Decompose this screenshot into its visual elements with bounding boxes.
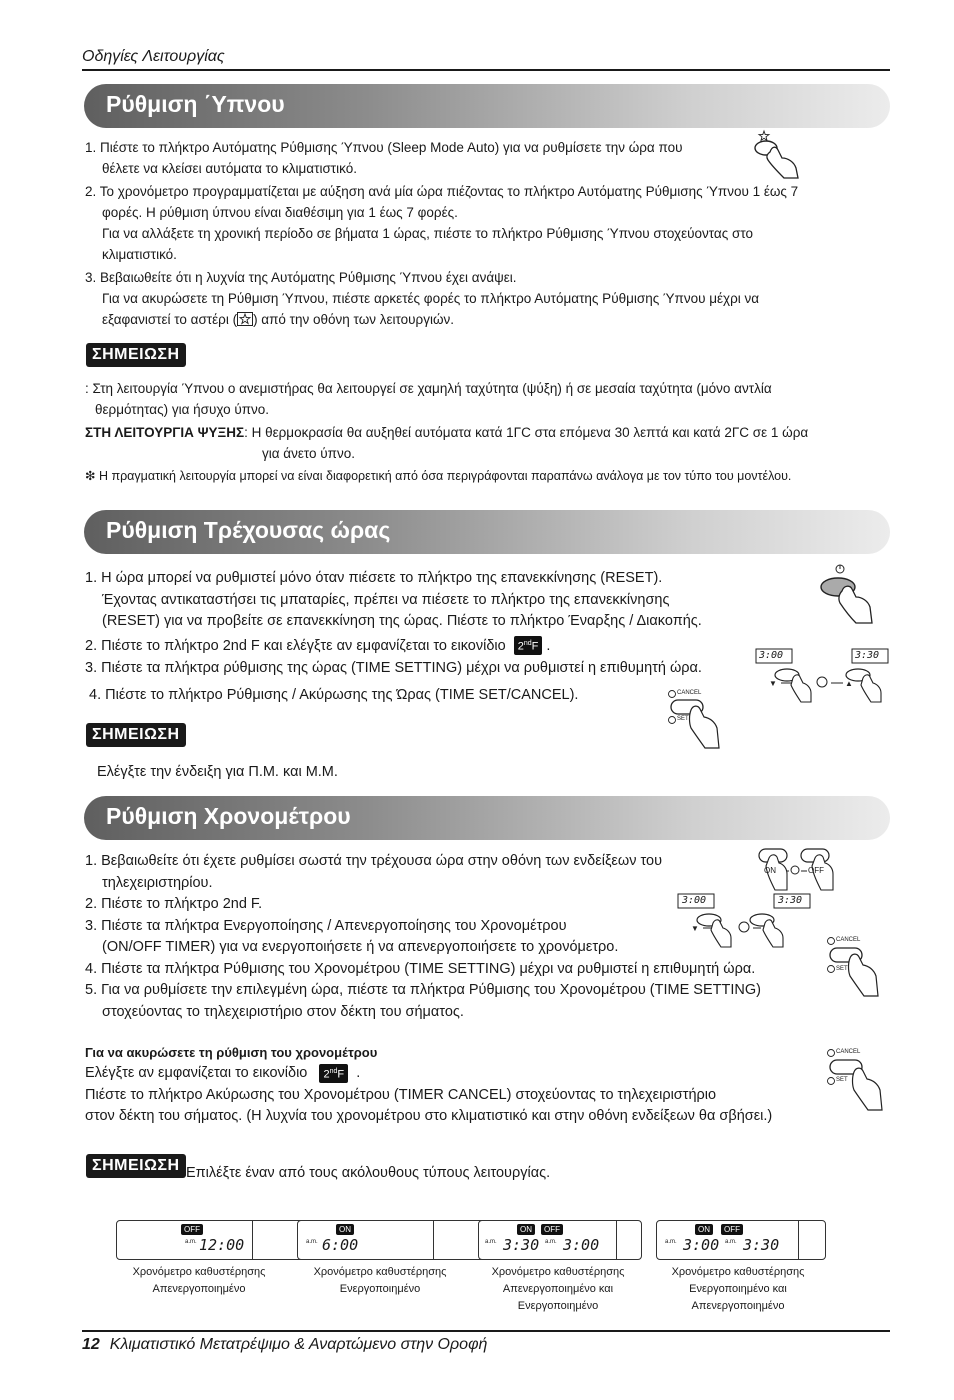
am-label: a.m.: [485, 1239, 497, 1245]
lcd-time-1: 3:00: [683, 1236, 720, 1254]
sleep-step-3-line3b: ) από την οθόνη των λειτουργιών.: [253, 312, 455, 327]
on-tag: ON: [517, 1224, 535, 1235]
model-disclaimer: ❇ Η πραγματική λειτουργία μπορεί να είναι διαφορετική από όσα περιγράφονται παραπάνω ανάλογα με τον τύπο του μοντέλου.: [85, 469, 792, 483]
running-header: Οδηγίες Λειτουργίας: [82, 48, 225, 65]
sleep-step-3-line2: Για να ακυρώσετε τη Ρύθμιση Ύπνου, πιέστε αρκετές φορές το πλήκτρο Αυτόματης Ρύθμισης Ύπνου μέχρι να: [102, 291, 760, 306]
lcd-caption-4: Χρονόμετρο καθυστέρησης Ενεργοποιημένο και Απενεργοποιημένο: [671, 1266, 805, 1312]
lcd-time-2: 3:30: [743, 1236, 780, 1254]
timer-set-label: SET: [836, 966, 848, 972]
lcd-time-1: 3:30: [503, 1236, 540, 1254]
sleep-button-hand-icon: [748, 128, 804, 180]
timer-cancel-line3: στον δέκτη του σήματος. (Η λυχνία του χρονομέτρου στο κλιματιστικό και στην οθόνη ενδείξεων θα σβήσει.): [85, 1108, 773, 1124]
set-label: SET: [677, 716, 689, 722]
timer-cancel-body: Ελέγξτε αν εμφανίζεται το εικονίδιο 2ndF . Πιέστε το πλήκτρο Ακύρωσης του Χρονομέτρου (TIMER CANCEL) στοχεύοντας το τηλεχειριστήριο στον δέκτη του σήματος. (Η λυχνία του χρονομέτρου στο κλιματιστικό και στην οθόνη ενδείξεων θα σβήσει.): [85, 1063, 875, 1128]
footer-rule: [82, 1330, 890, 1332]
svg-text:▼: ▼: [691, 924, 699, 933]
cool-mode-line1: : Η θερμοκρασία θα αυξηθεί αυτόματα κατά 1ΓC στα επόμενα 30 λεπτά και κατά 2ΓC σε 1 ώρα: [244, 425, 809, 440]
lcd-display-on-off-timer: [656, 1220, 826, 1260]
reset-button-hand-icon: [808, 563, 878, 625]
second-f-icon: 2ndF: [514, 636, 543, 655]
on-label: ON: [764, 866, 776, 875]
timer-step-1-line1: 1. Βεβαιωθείτε ότι έχετε ρυθμίσει σωστά την τρέχουσα ώρα στην οθόνη των ενδείξεων του: [85, 853, 663, 869]
off-tag: OFF: [181, 1224, 203, 1235]
am-label: a.m.: [306, 1239, 318, 1245]
timer-step-5-line1: 5. Για να ρυθμίσετε την επιλεγμένη ώρα, πιέστε τα πλήκτρα Ρύθμισης του Χρονομέτρου (TIME SETTING): [85, 982, 761, 998]
sleep-note-body: [85, 378, 885, 487]
lcd-time-2: 3:00: [563, 1236, 600, 1254]
clock-step-1-line2: Έχοντας αντικαταστήσει τις μπαταρίες, πρέπει να πιέσετε το πλήκτρο της επανεκκίνησης: [102, 591, 670, 608]
clock-section-banner: [84, 510, 890, 554]
on-tag: ON: [695, 1224, 713, 1235]
am-label: a.m.: [185, 1239, 197, 1245]
cancel-label: CANCEL: [677, 690, 702, 696]
sleep-step-1-line2: θέλετε να κλείσει αυτόματα το κλιματιστικό.: [102, 161, 357, 176]
clock-step-4: 4. Πιέστε το πλήκτρο Ρύθμισης / Ακύρωσης της Ώρας (TIME SET/CANCEL).: [89, 686, 579, 703]
timer-set-label-2: SET: [836, 1077, 848, 1083]
footer-text: Κλιματιστικό Μετατρέψιμο & Αναρτώμενο στην Οροφή: [109, 1336, 488, 1353]
sleep-note-badge: ΣΗΜΕΙΩΣΗ: [86, 343, 186, 367]
off-tag: OFF: [541, 1224, 563, 1235]
timer-step-4: 4. Πιέστε τα πλήκτρα Ρύθμισης του Χρονομέτρου (TIME SETTING) μέχρι να ρυθμιστεί η επιθυμητή ώρα.: [85, 960, 756, 977]
sleep-section-title: Ρύθμιση ΄Υπνου: [106, 91, 285, 117]
lcd-display-off-on-timer: [478, 1220, 642, 1260]
timer-set-hand-icon: [826, 934, 886, 998]
on-tag: ON: [336, 1224, 354, 1235]
clock-note-text: Ελέγξτε την ένδειξη για Π.Μ. και Μ.Μ.: [97, 764, 338, 780]
sleep-step-1-line1: 1. Πιέστε το πλήκτρο Αυτόματης Ρύθμισης Ύπνου (Sleep Mode Auto) για να ρυθμίσετε την ώρα που: [85, 140, 683, 155]
sleep-step-3-line1: 3. Βεβαιωθείτε ότι η λυχνία της Αυτόματης Ρύθμισης Ύπνου έχει ανάψει.: [85, 270, 517, 285]
sleep-step-2-line4: κλιματιστικό.: [102, 247, 177, 262]
sleep-step-3-line3: [85, 309, 875, 330]
lcd-time: 12:00: [199, 1236, 245, 1254]
star-icon: [237, 312, 253, 326]
timer-display-2: 3:30: [778, 895, 803, 906]
off-tag: OFF: [721, 1224, 743, 1235]
timer-step-3-line2: (ON/OFF TIMER) για να ενεργοποιήσετε ή να απενεργοποιήσετε το χρονόμετρο.: [102, 939, 619, 955]
timer-step-2: 2. Πιέστε το πλήκτρο 2nd F.: [85, 896, 263, 912]
lcd-display-off-timer: [116, 1220, 304, 1260]
timer-section-banner: [84, 796, 890, 840]
lcd-time: 6:00: [322, 1236, 359, 1254]
sleep-step-2-line2: φορές. Η ρύθμιση ύπνου είναι διαθέσιμη για 1 έως 7 φορές.: [102, 205, 458, 220]
am-label-2: a.m.: [545, 1239, 557, 1245]
clock-step-1-line1: 1. Η ώρα μπορεί να ρυθμιστεί μόνο όταν πιέσετε το πλήκτρο της επανεκκίνησης (RESET).: [85, 570, 663, 586]
off-label: OFF: [808, 866, 824, 875]
page-number: 12: [82, 1336, 100, 1353]
clock-step-3: 3. Πιέστε τα πλήκτρα ρύθμισης της ώρας (TIME SETTING) μέχρι να ρυθμιστεί η επιθυμητή ώρα.: [85, 660, 702, 676]
timer-cancel-line2: Πιέστε το πλήκτρο Ακύρωσης του Χρονομέτρου (TIMER CANCEL) στοχεύοντας το τηλεχειριστήριο: [85, 1086, 717, 1103]
timer-cancel-label-2: CANCEL: [836, 1049, 861, 1055]
timer-display-1: 3:00: [682, 895, 707, 906]
timer-step-1-line2: τηλεχειριστηρίου.: [102, 874, 213, 891]
svg-text:▼: ▼: [769, 679, 777, 688]
page-footer: [82, 1336, 487, 1354]
sleep-note-line1: : Στη λειτουργία Ύπνου ο ανεμιστήρας θα λειτουργεί σε χαμηλή ταχύτητα (ψύξη) ή σε μεσαία ταχύτητα (μόνο αντλία: [85, 381, 772, 396]
svg-text:▲: ▲: [845, 679, 853, 688]
timer-second-f-icon: 2ndF: [319, 1064, 348, 1083]
header-rule: [82, 69, 890, 71]
clock-step-1-line3: (RESET) για να προβείτε σε επανεκκίνηση της ώρας. Πιέστε το πλήκτρο Έναρξης / Διακοπής.: [102, 613, 702, 629]
lcd-caption-3: Χρονόμετρο καθυστέρησης Απενεργοποιημένο και Ενεργοποιημένο: [491, 1266, 625, 1312]
cool-mode-label: ΣΤΗ ΛΕΙΤΟΥΡΓΙΑ ΨΥΞΗΣ: [85, 425, 245, 440]
clock-section-title: Ρύθμιση Τρέχουσας ώρας: [106, 517, 391, 543]
time-set-cancel-hand-icon: [667, 688, 727, 750]
timer-note-badge: ΣΗΜΕΙΩΣΗ: [86, 1154, 186, 1178]
sleep-step-2-line1: 2. Το χρονόμετρο προγραμματίζεται με αύξηση ανά μία ώρα πιέζοντας το πλήκτρο Αυτόματης Ρύθμισης Ύπνου 1 έως 7: [85, 184, 799, 199]
lcd-caption-1: Χρονόμετρο καθυστέρησης Απενεργοποιημένο: [132, 1266, 266, 1295]
timer-section-title: Ρύθμιση Χρονομέτρου: [106, 803, 351, 829]
clock-note-badge: ΣΗΜΕΙΩΣΗ: [86, 723, 186, 747]
sleep-step-2-line3: Για να αλλάξετε τη χρονική περίοδο σε βήματα 1 ώρας, πιέστε το πλήκτρο Ρύθμισης Ύπνου στοχεύοντας στο: [102, 226, 753, 241]
lcd-caption-2: Χρονόμετρο καθυστέρησης Ενεργοποιημένο: [313, 1266, 447, 1295]
timer-step-3-line1: 3. Πιέστε τα πλήκτρα Ενεργοποίησης / Απενεργοποίησης του Χρονομέτρου: [85, 917, 567, 934]
lcd-display-on-timer: [297, 1220, 485, 1260]
timer-note-text: Επιλέξτε έναν από τους ακόλουθους τύπους λειτουργίας.: [186, 1165, 551, 1181]
clock-step-2: 2. Πιέστε το πλήκτρο 2nd F και ελέγξτε αν εμφανίζεται το εικονίδιο: [85, 637, 506, 654]
timer-cancel-line1: Ελέγξτε αν εμφανίζεται το εικονίδιο: [85, 1065, 308, 1081]
am-label: a.m.: [665, 1239, 677, 1245]
clock-steps: 1. Η ώρα μπορεί να ρυθμιστεί μόνο όταν πιέσετε το πλήκτρο της επανεκκίνησης (RESET). Έχοντας αντικαταστήσει τις μπαταρίες, πρέπει να πιέσετε το πλήκτρο της επανεκκίνησης (RESET) για να προβείτε σε επανεκκίνηση της ώρας. Πιέστε το πλήκτρο Έναρξης / Διακοπής. 2. Πιέστε το πλήκτρο 2nd F και ελέγξτε αν εμφανίζεται το εικονίδιο 2ndF . 3. Πιέστε τα πλήκτρα ρύθμισης της ώρας (TIME SETTING) μέχρι να ρυθμιστεί η επιθυμητή ώρα. 4. Πιέστε το πλήκτρο Ρύθμισης / Ακύρωσης της Ώρας (TIME SET/CANCEL).: [85, 568, 795, 706]
sleep-step-3-line3a: εξαφανιστεί το αστέρι (: [102, 312, 238, 327]
timer-cancel-label: CANCEL: [836, 937, 861, 943]
am-label-2: a.m.: [725, 1239, 737, 1245]
sleep-section-banner: [84, 84, 890, 128]
clock-display-2: 3:30: [855, 650, 880, 661]
sleep-note-line2: θερμότητας) για ήσυχο ύπνο.: [95, 402, 270, 417]
clock-display-1: 3:00: [759, 650, 784, 661]
cool-mode-line2: για άνετο ύπνο.: [262, 446, 355, 461]
timer-step-5-line2: στοχεύοντας το τηλεχειριστήριο στον δέκτη του σήματος.: [102, 1003, 464, 1020]
timer-cancel-heading: Για να ακυρώσετε τη ρύθμιση του χρονομέτρου: [85, 1045, 378, 1060]
